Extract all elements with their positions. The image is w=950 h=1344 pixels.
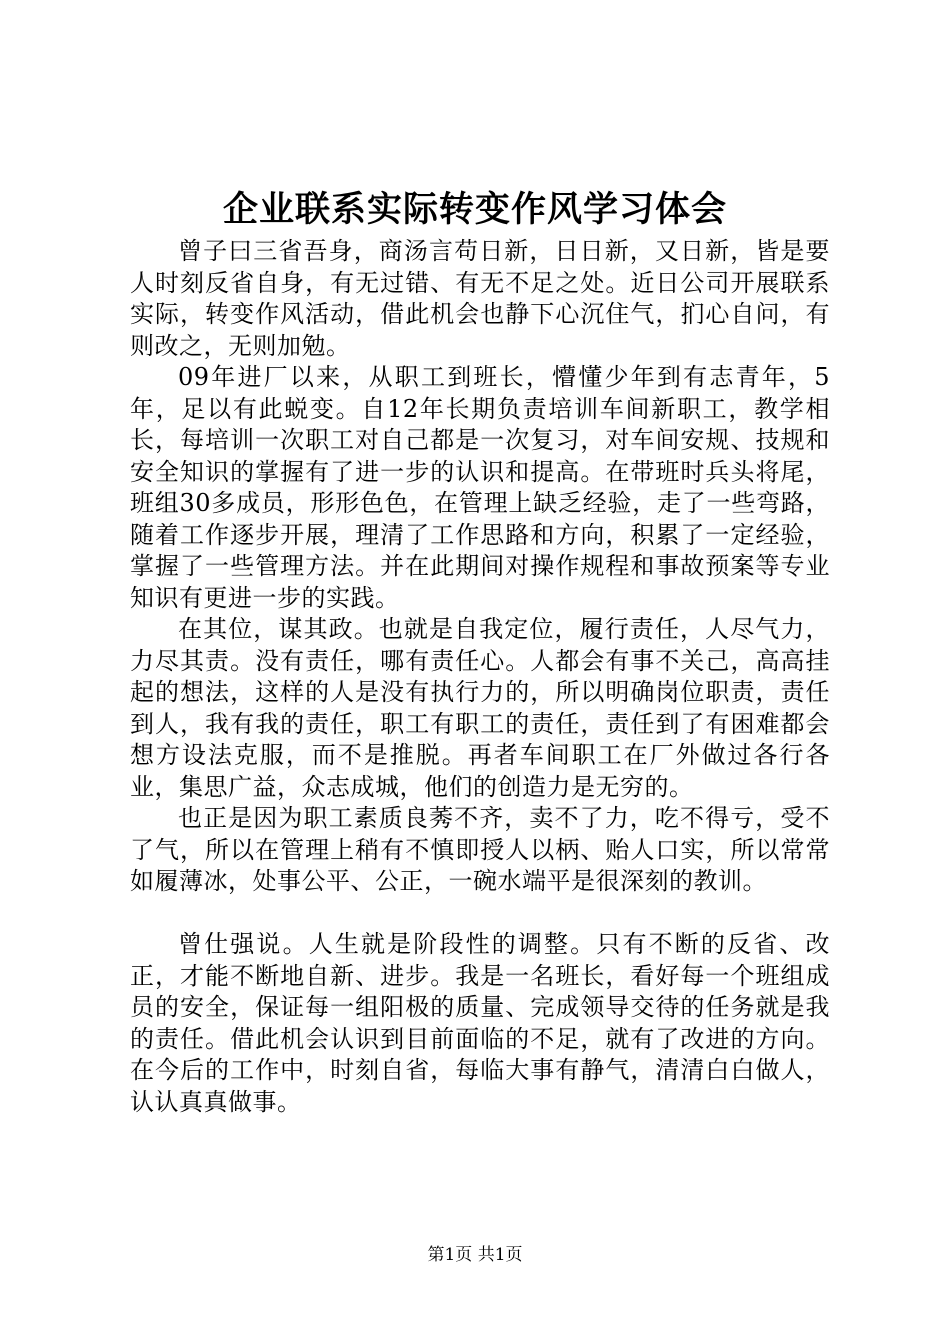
paragraph-2: 09年进厂以来，从职工到班长，懵懂少年到有志青年，5年，足以有此蜕变。自12年长期负责培训车间新职工，教学相长，每培训一次职工对自己都是一次复习，对车间安规、技规和安全知识的掌握有了进一步的认识和提高。在带班时兵头将尾，班组30多成员，形形色色，在管理上缺乏经验，走了一些弯路，随着工作逐步开展，理清了工作思路和方向，积累了一定经验，掌握了一些管理方法。并在此期间对操作规程和事故预案等专业知识有更进一步的实践。 [130,363,830,612]
paragraph-4: 也正是因为职工素质良莠不齐，卖不了力，吃不得亏，受不了气，所以在管理上稍有不慎即授人以柄、贻人口实，所以常常如履薄冰，处事公平、公正，一碗水端平是很深刻的教训。 [130,804,830,895]
document-body [130,236,830,1118]
document-title: 企业联系实际转变作风学习体会 [222,189,727,230]
page-footer: 第1页 共1页 [427,1245,523,1265]
paragraph-5: 曾仕强说。人生就是阶段性的调整。只有不断的反省、改正，才能不断地自新、进步。我是一名班长，看好每一个班组成员的安全，保证每一组阳极的质量、完成领导交待的任务就是我的责任。借此机会认识到目前面临的不足，就有了改进的方向。在今后的工作中，时刻自省，每临大事有静气，清清白白做人，认认真真做事。 [130,930,830,1116]
paragraph-3: 在其位，谋其政。也就是自我定位，履行责任，人尽气力，力尽其责。没有责任，哪有责任心。人都会有事不关己，高高挂起的想法，这样的人是没有执行力的，所以明确岗位职责，责任到人，我有我的责任，职工有职工的责任，责任到了有困难都会想方设法克服，而不是推脱。再者车间职工在厂外做过各行各业，集思广益，众志成城，他们的创造力是无穷的。 [130,615,830,801]
paragraph-1: 曾子曰三省吾身，商汤言苟日新，日日新，又日新，皆是要人时刻反省自身，有无过错、有无不足之处。近日公司开展联系实际，转变作风活动，借此机会也静下心沉住气，扪心自问，有则改之，无则加勉。 [130,237,830,360]
